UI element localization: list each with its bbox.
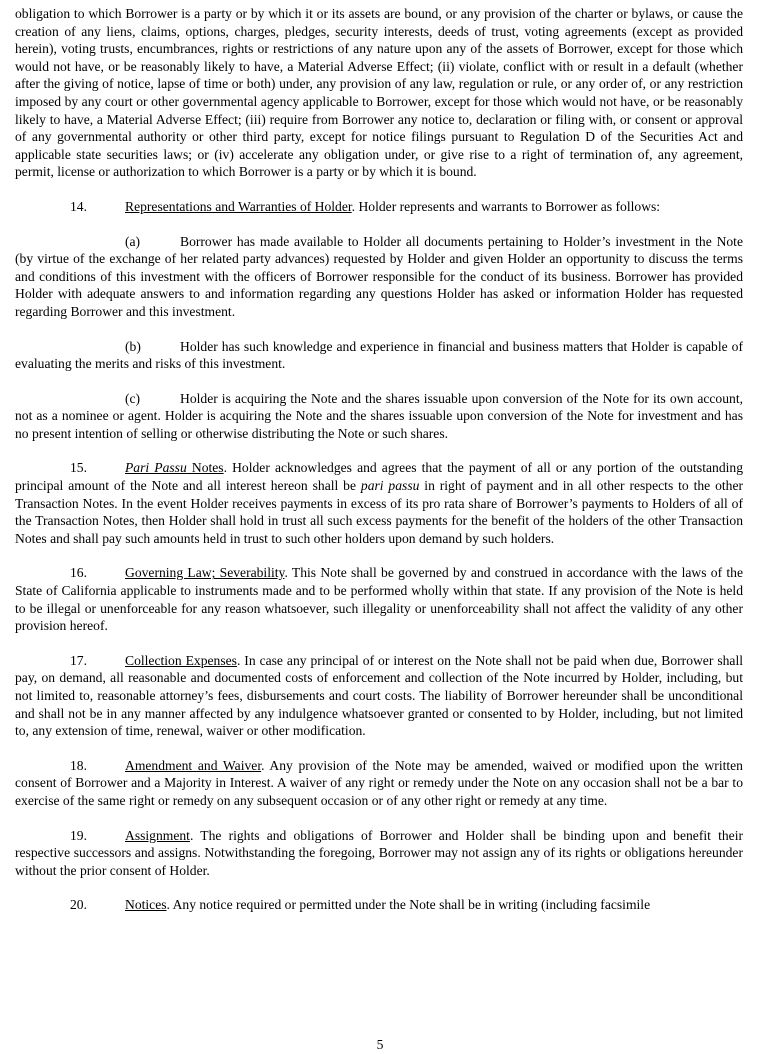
section-text: . Any provision of the Note may be amended, waived or modified upon the written consent of Borrower and a Majority in Interest. A waiver of any right or remedy under the Note on any occasion shall not be a bar to exercise of the same right or remedy on any subsequent occasion or of any other right or remedy at any time. [15,757,743,808]
italic-term: pari passu [360,478,420,494]
section-text: . Any notice required or permitted under the Note shall be in writing (including facsimile [166,897,651,913]
document-page [15,5,743,914]
subsection-label: (c) [125,390,141,406]
continuation-paragraph: obligation to which Borrower is a party or by which it or its assets are bound, or any provision of the charter or bylaws, or cause the creation of any liens, claims, options, charges, pledges, security interests, deeds of trust, voting agreements (except as provided herein), voting trusts, encumbrances, rights or restrictions of any nature upon any of the assets of Borrower, except for those which would not have, or be reasonably likely to have, a Material Adverse Effect; (ii) violate, conflict with or result in a default (whether after the giving of notice, lapse of time or both) under, any provision of any law, regulation or rule, or any order of, or any restriction imposed by any court or other governmental agency applicable to Borrower, except for those which would not have, or be reasonably likely to have, a Material Adverse Effect; (iii) require from Borrower any notice to, declaration or filing with, or consent or approval of any governmental authority or other third party, except for notice filings pursuant to Regulation D of the Securities Act and applicable state securities laws; or (iv) accelerate any obligation under, or give rise to a right of termination of, any agreement, permit, license or authorization to which Borrower is a party or by which it is bound. [15,6,743,180]
section-text: . In case any principal of or interest on the Note shall not be paid when due, Borrower shall pay, on demand, all reasonable and documented costs of enforcement and collection of the Note incurred by Holder, including, but not limited to, reasonable attorney’s fees, disbursements and court costs. The liability of Borrower hereunder shall be unconditional and shall not be in any manner affected by any indulgence whatsoever granted or consented to by Holder, including, but not limited to, any extension of time, renewal, waiver or other modification. [15,652,743,739]
subsection-text: Holder is acquiring the Note and the shares issuable upon conversion of the Note for its own account, not as a nominee or agent. Holder is acquiring the Note and the shares issuable upon conversion of the Note for investment and has no present intention of selling or otherwise distributing the Note or such shares. [15,390,743,441]
section-heading: Governing Law; Severability [125,565,285,581]
section-text-a: . Holder acknowledges and agrees that the payment of all or any portion of the outstanding principal amount of the Note and all interest hereon shall be [15,460,743,494]
section-heading: Notices [125,897,167,913]
subsection-label: (b) [125,338,141,354]
page-number: 5 [376,1037,384,1052]
section-14-b [15,338,743,373]
section-number: 19. [70,827,87,843]
section-19 [15,827,743,880]
section-number: 16. [70,565,87,581]
section-text: . The rights and obligations of Borrower and Holder shall be binding upon and benefit their respective successors and assigns. Notwithstanding the foregoing, Borrower may not assign any of its rights or obligations hereunder without the prior consent of Holder. [15,827,743,878]
section-number: 18. [70,757,87,773]
section-text: . Holder represents and warrants to Borrower as follows: [351,198,661,214]
section-number: 14. [70,198,87,214]
section-heading: Representations and Warranties of Holder [125,198,352,214]
subsection-text: Holder has such knowledge and experience in financial and business matters that Holder is capable of evaluating the merits and risks of this investment. [15,338,743,372]
section-14 [15,198,743,216]
section-heading-italic: Pari Passu [125,460,187,476]
section-number: 15. [70,460,87,476]
section-text: . This Note shall be governed by and construed in accordance with the laws of the State of California applicable to instruments made and to be performed wholly within that state. If any provision of the Note is held to be illegal or unenforceable for any reason whatsoever, such illegality or unenforceability shall not affect the validity of any other provision hereof. [15,565,743,634]
section-heading: Amendment and Waiver [125,757,262,773]
section-16 [15,564,743,634]
subsection-text: Borrower has made available to Holder all documents pertaining to Holder’s investment in the Note (by virtue of the exchange of her related party advances) requested by Holder and given Holder an opportunity to discuss the terms and conditions of this investment with the officers of Borrower responsible for the conduct of its business. Borrower has provided Holder with adequate answers to and information regarding any questions Holder has asked or information Holder has requested regarding Borrower and this investment. [15,233,743,319]
section-heading: Collection Expenses [125,652,237,668]
section-number: 20. [70,897,87,913]
section-14-a [15,233,743,321]
section-heading-rest: Notes [186,460,224,476]
section-15 [15,459,743,547]
section-14-c [15,390,743,443]
section-heading: Assignment [125,827,190,843]
section-text-b: in right of payment and in all other respects to the other Transaction Notes. In the event Holder receives payments in excess of its pro rata share of Borrower’s payments to Holders of all of the Transaction Notes, then Holder shall hold in trust all such excess payments for the benefit of the holders of the other Transaction Notes and shall pay such amounts held in trust to such other holders upon demand by such holders. [15,478,743,546]
section-18 [15,757,743,810]
section-17 [15,652,743,740]
section-20 [15,896,743,914]
subsection-label: (a) [125,233,141,249]
section-number: 17. [70,652,87,668]
section-heading [125,460,224,475]
